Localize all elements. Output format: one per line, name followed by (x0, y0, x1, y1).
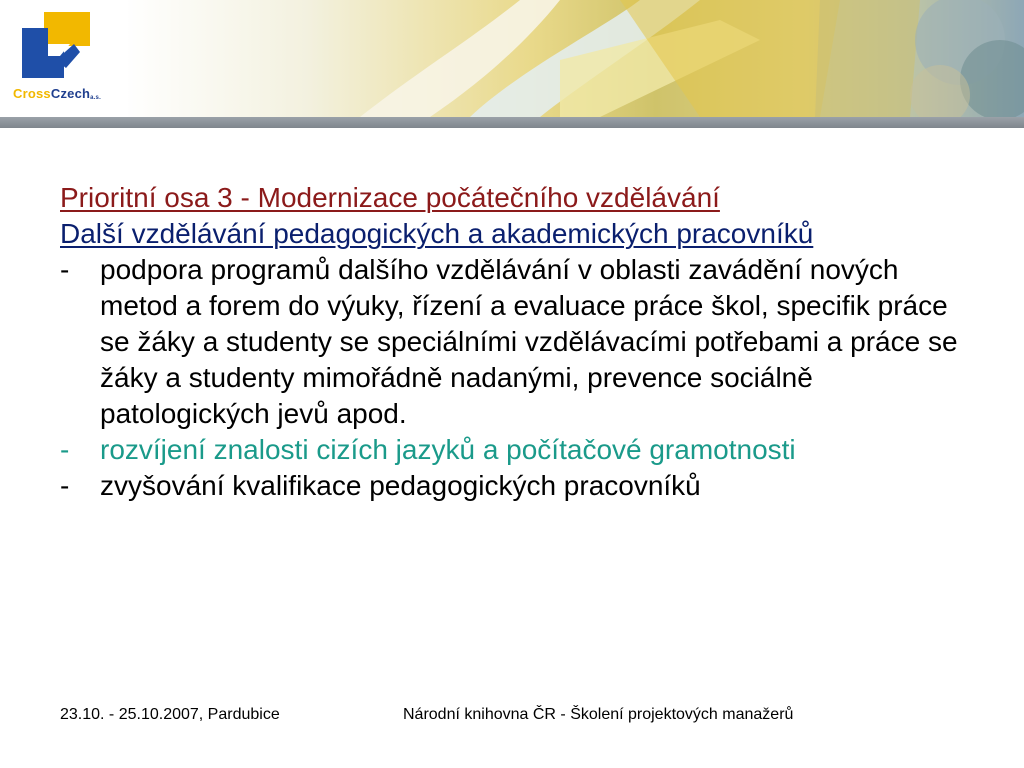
header-banner (0, 0, 1024, 117)
bullet-text: podpora programů dalšího vzdělávání v oblasti zavádění nových metod a forem do výuky, řízení a evaluace práce škol, specifik práce se žáky a studenty se speciálními vzdělávacími potřebami a práce se žáky a studenty mimořádně nadanými, prevence sociálně patologických jevů apod. (100, 254, 958, 429)
logo-text-czech: Czech (50, 86, 91, 101)
bullet-marker: - (60, 470, 70, 501)
slide-title: Prioritní osa 3 - Modernizace počátečního vzdělávání (60, 182, 720, 213)
logo-text (13, 86, 101, 101)
slide-subtitle: Další vzdělávání pedagogických a akademických pracovníků (60, 218, 814, 249)
header-divider (0, 117, 1024, 128)
list-item (60, 252, 980, 432)
logo-text-suffix: a.s. (90, 95, 101, 101)
bullet-text: zvyšování kvalifikace pedagogických pracovníků (100, 470, 701, 501)
bullet-list (60, 252, 980, 504)
footer-date-place: 23.10. - 25.10.2007, Pardubice (60, 706, 280, 723)
crossczech-logo-icon (0, 0, 128, 90)
footer-organizer: Národní knihovna ČR - Školení projektových manažerů (403, 706, 794, 723)
bullet-marker: - (60, 254, 70, 285)
logo-text-cross: Cross (13, 86, 51, 101)
bullet-marker: - (60, 434, 70, 465)
list-item (60, 468, 980, 504)
banner-photo (0, 0, 1024, 117)
logo (0, 0, 128, 117)
slide-content (60, 180, 980, 504)
list-item (60, 432, 980, 468)
bullet-text: rozvíjení znalosti cizích jazyků a počítačové gramotnosti (100, 434, 796, 465)
